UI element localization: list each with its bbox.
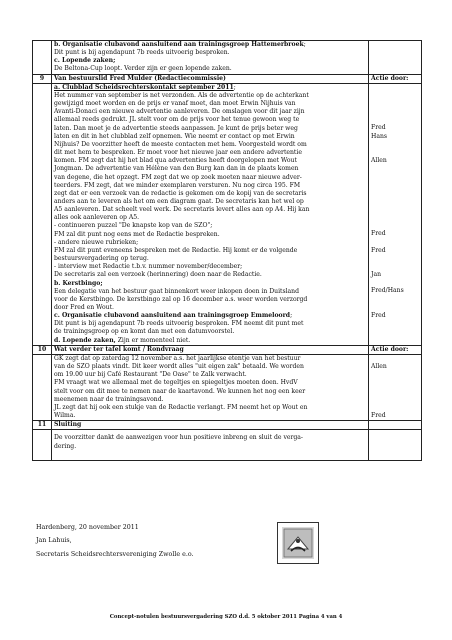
section-10-body — [33, 354, 422, 420]
item-c-text: De Beltona-Cup loopt. Verder zijn er geen lopende zaken. — [54, 65, 232, 73]
text-line: Het nummer van september is net verzonden. Als de advertentie op de achterkant — [54, 91, 309, 99]
action-assignee: Fred — [371, 124, 386, 132]
text-line: gewijzigd moet worden en de prijs er vanaf moet, dan moet Erwin Nijhuis van — [54, 100, 296, 108]
section-9-action-header: Actie door: — [369, 74, 422, 83]
page-footer: Concept-notulen bestuursvergadering SZO d.d. 5 oktober 2011 Pagina 4 van 4 — [109, 614, 343, 620]
text-line: FM zal dit punt eveneens bespreken met de Redactie. Hij komt er de volgende — [54, 246, 298, 254]
text-line: om 19.00 uur bij Café Restaurant "De Oase" te Zalk verwacht. — [54, 371, 247, 379]
text-line: laten. Dan moet je de advertentie steeds aanpassen. Je kunt de prijs beter weg — [54, 124, 298, 132]
section-9-title: Van bestuurslid Fred Mulder (Redactiecommissie) — [52, 74, 369, 83]
text-line: meenemen naar de trainingsavond. — [54, 395, 164, 403]
text-line: dering. — [54, 442, 77, 450]
section-10-header — [33, 345, 422, 354]
text-line: - continueren puzzel "De knapste kop van de SZO"; — [54, 222, 213, 230]
text-line: FM zal dit punt nog eens met de Redactie bespreken. — [54, 230, 220, 238]
action-assignee: Fred — [371, 311, 386, 319]
text-line: anders aan te leveren als het om een diagram gaat. De secretaris kan het wel op — [54, 197, 304, 205]
text-line: allemaal reeds gedrukt. JL stelt voor om de prijs voor het tenue gewoon weg te — [54, 116, 300, 124]
text-line: Nijhuis? De voorzitter heeft de meeste contacten met hem. Voorgesteld wordt om — [54, 140, 307, 148]
text-line: zegt dat er een verzoek van de redactie is gekomen om de kopij van de secretaris — [54, 189, 307, 197]
text-line: van degene, die het opzegt. FM zegt dat we op zoek moeten naar nieuwe adver- — [54, 173, 302, 181]
action-assignee: Fred — [371, 411, 386, 419]
text-line: door Fred en Wout. — [54, 304, 114, 311]
section-10-title: Wat verder ter tafel komt / Rondvraag — [52, 345, 369, 354]
action-assignee: Jan — [371, 271, 382, 279]
carryover-row — [33, 41, 422, 75]
item-c-heading: c. Lopende zaken — [54, 57, 114, 65]
signatory-role: Secretaris Scheidsrechtersvereniging Zwolle e.o. — [36, 550, 194, 558]
section-9-number: 9 — [33, 74, 52, 83]
action-assignee: Fred — [371, 230, 386, 238]
section-9-header — [33, 74, 422, 83]
item-b-text: Dit punt is bij agendapunt 7b reeds uitvoerig besproken. — [54, 49, 230, 57]
s9-a-heading: a. Clubblad Scheidsrechterskontakt september 2011 — [54, 83, 234, 91]
text-line: stelt voor om dit mee te nemen naar de kaartavond. We kunnen het nog een keer — [54, 387, 306, 395]
action-assignee: Fred/Hans — [371, 287, 404, 295]
text-line: Wilma. — [54, 412, 76, 420]
section-11-header — [33, 421, 422, 430]
section-9-actions — [369, 83, 422, 345]
text-line: Een delegatie van het bestuur gaat binnenkort weer inkopen doen in Duitsland — [54, 287, 300, 295]
text-line: de trainingsgroep op en komt dan met een datumvoorstel. — [54, 328, 235, 336]
text-line: laten en dit in het clubblad zelf opnemen. Wie neemt er contact op met Erwin — [54, 132, 295, 140]
item-b-heading: b. Organisatie clubavond aansluitend aan trainingsgroep Hattemerbroek — [54, 41, 304, 48]
section-11-number: 11 — [33, 421, 52, 430]
s9-d-heading: d. Lopende zaken — [54, 336, 114, 344]
text-line: Dit punt is bij agendapunt 7b reeds uitvoerig besproken. FM neemt dit punt met — [54, 320, 304, 328]
s9-d-text: Zijn er momenteel niet. — [117, 336, 191, 344]
section-11-body — [33, 430, 422, 461]
text-line: van de SZO plaats vindt. Dit keer wordt alles "uit eigen zak" betaald. We worden — [54, 363, 304, 371]
referee-association-logo-icon — [282, 527, 314, 559]
s9-c-heading: c. Organisatie clubavond aansluitend aan trainingsgroep Emmeloord — [54, 312, 291, 320]
minutes-table — [32, 40, 422, 461]
action-assignee: Allen — [371, 363, 387, 371]
text-line: alles ook aanleveren op A5. — [54, 214, 140, 222]
action-assignee: Fred — [371, 246, 386, 254]
place-date: Hardenberg, 20 november 2011 — [36, 524, 139, 531]
section-9-content: a. Clubblad Scheidsrechterskontakt september 2011; Het nummer van september is net verzonden. Als de advertentie op de achterkant gewijzigd moet worden en de prijs er vanaf moet, dan moet Erwin Nijhuis van Avanti-Donaci een nieuwe advertentie aanleveren. De omslagen voor dit jaar zijn allemaal reeds gedrukt. JL stelt voor om de prijs voor het tenue gewoon weg te laten. Dan moet je de advertentie steeds aanpassen. Je kunt de prijs beter weg laten en dit in het clubblad zelf opnemen. Wie neemt er contact op met Erwin Nijhuis? De voorzitter heeft de meeste contacten met hem. Voorgesteld wordt om dit met hem te bespreken. Er moet voor het nieuwe jaar een andere advertentie komen. FM zegt dat hij het blad qua advertenties heeft doorgelopen met Wout Jongman. De advertentie van Hélène van den Burg kan dan in de plaats komen van degene, die het opzegt. FM zegt dat we op zoek moeten naar nieuwe adver- teerders. FM zegt, dat we minder exemplaren versturen. Nu nog circa 195. FM zegt dat er een verzoek van de redactie is gekomen om de kopij van de secretaris anders aan te leveren als het om een diagram gaat. De secretaris kan het wel op A5 aanleveren. Dat scheelt veel werk. De secretaris levert alles aan op A4. Hij kan alles ook aanleveren op A5. - continueren puzzel "De knapste kop van de SZO"; FM zal dit punt nog eens met de Redactie bespreken. - andere nieuwe rubrieken; FM zal dit punt eveneens bespreken met de Redactie. Hij komt er de volgende bestuursvergadering op terug. - interview met Redactie t.b.v. nummer november/december; De secretaris zal een verzoek (herinnering) doen naar de Redactie. b. Kerstbingo; Een delegatie van het bestuur gaat binnenkort weer inkopen doen in Duitsland voor de Kerstbingo. De kerstbingo zal op 16 december a.s. weer worden verzorgd door Fred en Wout. c. Organisatie clubavond aansluitend aan trainingsgroep Emmeloord; Dit punt is bij agendapunt 7b reeds uitvoerig besproken. FM neemt dit punt met de trainingsgroep op en komt dan met een datumvoorstel. d. Lopende zaken, Zijn er momenteel niet. — [52, 83, 369, 345]
text-line: voor de Kerstbingo. De kerstbingo zal op 16 december a.s. weer worden verzorgd — [54, 295, 308, 303]
section-9-body — [33, 83, 422, 345]
text-line: bestuursvergadering op terug. — [54, 255, 149, 263]
text-line: - andere nieuwe rubrieken; — [54, 238, 139, 246]
section-10-action-header: Actie door: — [369, 345, 422, 354]
s9-b-heading: b. Kerstbingo — [54, 279, 101, 287]
text-line: Avanti-Donaci een nieuwe advertentie aanleveren. De omslagen voor dit jaar zijn — [54, 108, 305, 116]
text-line: FM vraagt wat we allemaal met de tegeltjes en spiegeltjes moeten doen. HvdV — [54, 379, 298, 387]
signatory-name: Jan Lahuis, — [36, 537, 72, 545]
text-line: - interview met Redactie t.b.v. nummer november/december; — [54, 263, 243, 271]
text-line: JL zegt dat hij ook een stukje van de Redactie verlangt. FM neemt het op Wout en — [54, 403, 308, 411]
section-11-content — [52, 430, 369, 461]
signature-block — [36, 524, 194, 564]
section-10-actions — [369, 354, 422, 420]
action-assignee: Allen — [371, 157, 387, 165]
text-line: Jongman. De advertentie van Hélène van den Burg kan dan in de plaats komen — [54, 165, 299, 173]
section-10-content — [52, 354, 369, 420]
text-line: De voorzitter dankt de aanwezigen voor hun positieve inbreng en sluit de verga- — [54, 434, 303, 442]
section-11-title: Sluiting — [52, 421, 369, 430]
text-line: dit met hem te bespreken. Er moet voor het nieuwe jaar een andere advertentie — [54, 149, 302, 157]
text-line: komen. FM zegt dat hij het blad qua advertenties heeft doorgelopen met Wout — [54, 157, 297, 165]
carryover-content: b. Organisatie clubavond aansluitend aan trainingsgroep Hattemerbroek; Dit punt is bij agendapunt 7b reeds uitvoerig besproken. c. Lopende zaken; De Beltona-Cup loopt. Verder zijn er geen lopende zaken. — [52, 41, 369, 75]
section-10-number: 10 — [33, 345, 52, 354]
text-line: GK zegt dat op zaterdag 12 november a.s. het jaarlijkse etentje van het bestuur — [54, 354, 301, 362]
text-line: De secretaris zal een verzoek (herinnering) doen naar de Redactie. — [54, 271, 262, 279]
text-line: A5 aanleveren. Dat scheelt veel werk. De secretaris levert alles aan op A4. Hij kan — [54, 206, 310, 214]
text-line: teerders. FM zegt, dat we minder exemplaren versturen. Nu nog circa 195. FM — [54, 181, 301, 189]
action-assignee: Hans — [371, 132, 387, 140]
association-logo — [277, 522, 319, 564]
